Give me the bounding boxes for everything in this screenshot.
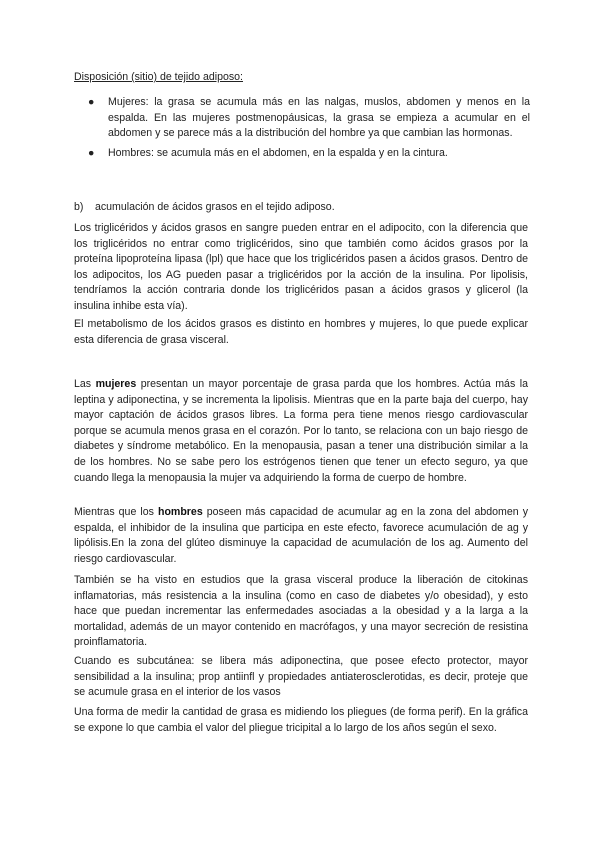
section-heading: Disposición (sitio) de tejido adiposo: [74,71,243,83]
paragraph-women-body: presentan un mayor porcentaje de grasa parda que los hombres. Actúa más la leptina y adiponectina, y se incrementa la lipolisis. Mientras que en la parte baja del cuerpo, hay mayor captación de ácidos grasos libres. La forma pera tiene menos riesgo cardiovascular porque se acumula menos grasa en el corazón. Por lo tanto, se relaciona con un bajo riesgo de diabetes y síndrome metabólico. En la menopausia, pasan a tener una distribución similar a la de los hombres. No se sabe pero los estrógenos tienen que tener un efecto seguro, ya que cuando llega la menopausia la mujer va adquiriendo la forma de cuerpo de hombre. [74,378,528,484]
list-item-text: Hombres: se acumula más en el abdomen, en la espalda y en la cintura. [108,146,448,159]
paragraph-women-bold: mujeres [95,378,137,390]
subheading-marker: b) [74,201,84,213]
paragraph-men-lead: Mientras que los [74,506,158,518]
paragraph-subcutaneous: Cuando es subcutánea: se libera más adiponectina, que posee efecto protector, mayor sensibilidad a la insulina; prop antiinfl y propiedades antiaterosclerotidas, es decir, proteje que se acumule grasa en el interior de los vasos [74,655,528,699]
bullet-icon: ● [88,146,95,159]
paragraph-men [74,505,528,567]
list-item [74,146,530,162]
list-item [74,95,530,142]
paragraph-metabolism: El metabolismo de los ácidos grasos es distinto en hombres y mujeres, lo que puede explicar esta diferencia de grasa visceral. [74,318,528,346]
paragraph-men-bold: hombres [157,506,203,518]
paragraph-women [74,377,528,486]
bullet-icon: ● [88,96,95,108]
paragraph-women-lead: Las [74,378,96,390]
fat-distribution-list [74,95,530,165]
subheading [74,200,335,216]
paragraph-skinfold: Una forma de medir la cantidad de grasa es midiendo los pliegues (de forma perif). En la gráfica se expone lo que cambia el valor del pliegue tricipital a lo largo de los años según el sexo. [74,706,528,734]
paragraph-triglycerides: Los triglicéridos y ácidos grasos en sangre pueden entrar en el adipocito, con la diferencia que los triglicéridos no entrar como triglicéridos, sino que también como ácidos grasos por la proteína lipoproteína lipasa (lpl) que hace que los triglicéridos pasen a ácidos grasos. Dentro de los adipocitos, los AG pueden pasar a triglicéridos por la acción de la insulina. Por lipolisis, tendríamos la acción contraria donde los triglicéridos pasan a ácidos grasos y glicerol (la insulina inhibe esta vía). [74,222,528,312]
list-item-text: Mujeres: la grasa se acumula más en las nalgas, muslos, abdomen y menos en la espalda. En las mujeres postmenopáusicas, la grasa se empieza a acumular en el abdomen y se parece más a la distribución del hombre ya que cambian las hormonas. [108,96,530,140]
paragraph-visceral-fat: También se ha visto en estudios que la grasa visceral produce la liberación de citokinas inflamatorias, más resistencia a la insulina (como en caso de diabetes y/o obesidad), y esto hace que puedan incrementar las enfermedades asociadas a la obesidad y a la larga a la mortalidad, además de un mayor contenido en macrófagos, y una mayor secreción de resistina proinflamatoria. [74,574,528,649]
subheading-text: acumulación de ácidos grasos en el tejido adiposo. [94,201,335,213]
paragraph-men-body: poseen más capacidad de acumular ag en la zona del abdomen y espalda, el inhibidor de la insulina que participa en este efecto, favorece acumulación de ag y lipólisis.En la zona del glúteo disminuye la capacidad de acumulación de los ag. Aumento del riesgo cardiovascular. [74,506,529,565]
